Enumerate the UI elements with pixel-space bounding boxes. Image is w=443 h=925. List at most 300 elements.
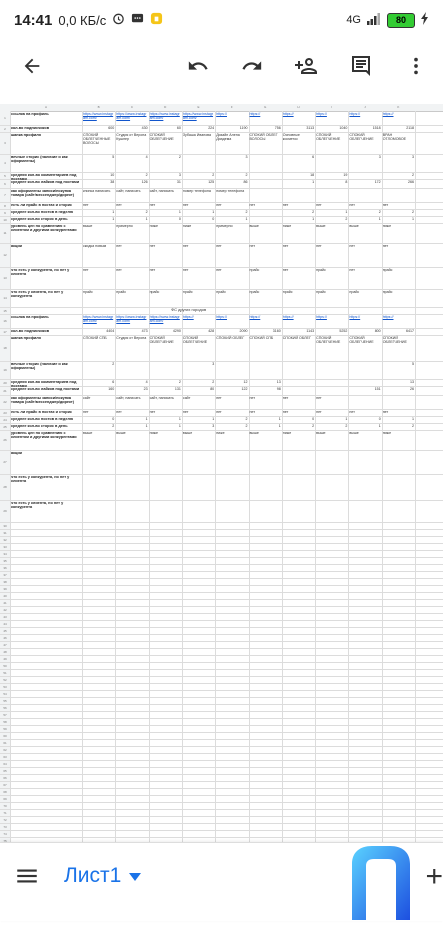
data-cell[interactable]: 3: [212, 362, 215, 366]
row-label-cell[interactable]: есть ли прайс в постах и сторис: [11, 203, 73, 207]
row-number[interactable]: 49: [3, 656, 7, 661]
data-cell[interactable]: выше: [316, 431, 326, 435]
data-cell[interactable]: нет: [182, 203, 189, 207]
data-cell[interactable]: 3: [178, 173, 181, 177]
data-cell[interactable]: [383, 189, 414, 202]
data-cell[interactable]: прайс: [282, 290, 293, 294]
data-cell[interactable]: 18: [310, 173, 315, 177]
row-label-cell[interactable]: кол-во подписчиков: [11, 126, 50, 130]
data-cell[interactable]: прайс: [382, 268, 393, 272]
data-cell[interactable]: 2: [245, 210, 248, 214]
row-number[interactable]: 13: [3, 276, 7, 280]
data-cell[interactable]: СПОКИЙ ОБЛЕГЧЕНИЕ: [316, 133, 341, 141]
data-cell[interactable]: https://: [282, 112, 294, 116]
row-number[interactable]: 68: [3, 789, 7, 794]
data-cell[interactable]: [283, 189, 314, 202]
row-number[interactable]: 9: [4, 210, 6, 215]
data-cell[interactable]: прайс: [149, 290, 160, 294]
row-label-cell[interactable]: среднее кол-во сторис в день: [11, 424, 68, 428]
data-cell[interactable]: 12: [243, 380, 248, 384]
data-cell[interactable]: нет: [116, 268, 122, 272]
section-title-cell[interactable]: ФС других городов: [171, 307, 207, 312]
data-cell[interactable]: ВРАН ОТЛОМОВОЕ: [382, 133, 407, 141]
data-cell[interactable]: 3160: [272, 329, 281, 333]
data-cell[interactable]: прайс: [316, 290, 326, 294]
row-number[interactable]: 65: [3, 768, 7, 773]
data-cell[interactable]: 3: [411, 155, 414, 159]
data-cell[interactable]: СПОКИЙ ОБЛЕГЧЕНИЕ: [316, 336, 341, 344]
data-cell[interactable]: [250, 173, 281, 179]
data-cell[interactable]: 31: [176, 180, 181, 184]
data-cell[interactable]: прайс: [316, 268, 326, 272]
row-number[interactable]: 55: [3, 698, 7, 703]
data-cell[interactable]: 0: [378, 417, 381, 421]
row-number[interactable]: 8: [4, 203, 6, 208]
row-number[interactable]: 20: [3, 380, 7, 385]
row-label-cell[interactable]: уровень цен по сравнению с клиентом и другими конкурентами: [11, 431, 77, 439]
row-number[interactable]: 39: [3, 586, 7, 591]
row-number[interactable]: 57: [3, 712, 7, 717]
row-number[interactable]: 73: [3, 824, 7, 829]
data-cell[interactable]: ниже: [382, 431, 392, 435]
data-cell[interactable]: 8: [345, 180, 348, 184]
column-letter[interactable]: J: [364, 105, 366, 109]
row-label-cell[interactable]: ссылка на профиль: [11, 315, 49, 319]
row-label-cell[interactable]: что есть у клиента, но нет у конкурента: [11, 501, 64, 509]
data-cell[interactable]: нет: [149, 203, 156, 207]
data-cell[interactable]: нет: [282, 268, 289, 272]
column-letter[interactable]: C: [130, 105, 134, 109]
data-cell[interactable]: 19: [343, 173, 348, 177]
data-cell[interactable]: 2: [345, 217, 348, 221]
data-cell[interactable]: ниже: [216, 431, 225, 435]
row-number[interactable]: 32: [3, 537, 7, 542]
data-cell[interactable]: https://: [349, 315, 361, 319]
data-cell[interactable]: прайс: [182, 290, 193, 294]
column-letter[interactable]: I: [331, 105, 333, 109]
data-cell[interactable]: СПОКИЙ ОБЛЕГЧЕНИЕ: [182, 336, 208, 344]
data-cell[interactable]: нет: [216, 268, 222, 272]
row-number[interactable]: 58: [3, 719, 7, 724]
data-cell[interactable]: https://: [282, 315, 294, 319]
row-number[interactable]: 62: [3, 747, 7, 752]
data-cell[interactable]: нет: [149, 244, 156, 248]
data-cell[interactable]: [316, 362, 347, 379]
row-number[interactable]: 75: [3, 838, 7, 843]
data-cell[interactable]: нет: [216, 203, 222, 207]
row-number[interactable]: 30: [3, 523, 7, 528]
data-cell[interactable]: 160: [108, 387, 115, 391]
row-label-cell[interactable]: шапка профиля: [11, 133, 41, 137]
row-number[interactable]: 43: [3, 614, 7, 619]
data-cell[interactable]: нет: [216, 410, 222, 414]
data-cell[interactable]: [316, 380, 347, 386]
row-number[interactable]: 46: [3, 635, 7, 640]
data-cell[interactable]: 10: [110, 173, 115, 177]
data-cell[interactable]: нет: [216, 396, 222, 400]
row-number[interactable]: 42: [3, 607, 7, 612]
row-number[interactable]: 50: [3, 663, 7, 668]
data-cell[interactable]: сайт, написать: [149, 396, 174, 400]
data-cell[interactable]: https://: [316, 112, 327, 116]
row-number[interactable]: 59: [3, 726, 7, 731]
data-cell[interactable]: нет: [116, 203, 122, 207]
row-label-cell[interactable]: что есть у конкурента, но нет у клиента: [11, 268, 70, 276]
share-button[interactable]: [286, 44, 326, 92]
data-cell[interactable]: Студия от Верона: [116, 336, 147, 340]
data-cell[interactable]: 5252: [339, 329, 348, 333]
row-number[interactable]: 74: [3, 831, 7, 836]
data-cell[interactable]: https://: [216, 315, 227, 319]
data-cell[interactable]: 430: [141, 126, 148, 130]
data-cell[interactable]: сайт: [182, 396, 191, 400]
data-cell[interactable]: ниже: [282, 431, 292, 435]
data-cell[interactable]: 3113: [306, 126, 315, 130]
data-cell[interactable]: https://: [382, 112, 394, 116]
data-cell[interactable]: нет: [216, 244, 222, 248]
data-cell[interactable]: нет: [382, 244, 389, 248]
data-cell[interactable]: СПОКИЙ ОБЛЕГ: [282, 336, 311, 340]
row-number[interactable]: 28: [3, 485, 7, 489]
row-number[interactable]: 19: [3, 368, 7, 372]
row-number[interactable]: 31: [3, 530, 7, 535]
row-number[interactable]: 67: [3, 782, 7, 787]
data-cell[interactable]: ниже: [149, 224, 158, 228]
row-number[interactable]: 53: [3, 684, 7, 689]
data-cell[interactable]: Студия от Верона Кушнер: [116, 133, 147, 141]
data-cell[interactable]: нет: [83, 203, 89, 207]
row-number[interactable]: 16: [3, 319, 7, 323]
row-number[interactable]: 2: [4, 126, 6, 131]
row-label-cell[interactable]: вечные сторис (наличие и как оформлены): [11, 362, 68, 370]
data-cell[interactable]: 6417: [405, 329, 414, 333]
back-button[interactable]: [12, 44, 52, 92]
row-number[interactable]: 63: [3, 754, 7, 759]
data-cell[interactable]: https://: [349, 112, 361, 116]
data-cell[interactable]: 1: [278, 424, 281, 428]
row-number[interactable]: 61: [3, 740, 7, 745]
redo-button[interactable]: [232, 44, 272, 92]
row-number[interactable]: 7: [4, 193, 6, 197]
data-cell[interactable]: 6: [112, 380, 115, 384]
data-cell[interactable]: выше: [83, 431, 93, 435]
data-cell[interactable]: 1: [145, 424, 148, 428]
data-cell[interactable]: выше: [316, 224, 326, 228]
data-cell[interactable]: 600: [108, 126, 115, 130]
data-cell[interactable]: 2: [212, 173, 215, 177]
row-number[interactable]: 25: [3, 424, 7, 429]
data-cell[interactable]: 2: [112, 362, 115, 366]
data-cell[interactable]: сайт, написать: [116, 189, 141, 193]
data-cell[interactable]: 13: [276, 380, 281, 384]
data-cell[interactable]: сайт: [83, 396, 91, 400]
data-cell[interactable]: 1: [178, 210, 181, 214]
data-cell[interactable]: нет: [149, 268, 156, 272]
data-cell[interactable]: 5: [112, 155, 115, 159]
tab-sheet1[interactable]: [64, 861, 141, 891]
data-cell[interactable]: 2: [411, 424, 414, 428]
data-cell[interactable]: выше: [116, 431, 126, 435]
data-cell[interactable]: 4: [145, 380, 148, 384]
row-number[interactable]: 47: [3, 642, 7, 647]
data-cell[interactable]: 1: [178, 417, 181, 421]
row-label-cell[interactable]: ссылка на профиль: [11, 112, 49, 116]
data-cell[interactable]: нет: [182, 268, 189, 272]
row-number[interactable]: 48: [3, 649, 7, 654]
data-cell[interactable]: нет: [316, 396, 322, 400]
data-cell[interactable]: 13: [409, 380, 414, 384]
data-cell[interactable]: прайс: [249, 290, 260, 294]
row-number[interactable]: 22: [3, 400, 7, 404]
column-letter[interactable]: G: [263, 105, 267, 109]
row-label-cell[interactable]: средняя кол-во комментариев под постами: [11, 380, 77, 388]
data-cell[interactable]: СПОКИЙ ОБЛЕГ: [216, 336, 245, 340]
data-cell[interactable]: нет: [382, 410, 389, 414]
row-number[interactable]: 29: [3, 509, 7, 513]
data-cell[interactable]: 86: [243, 180, 248, 184]
row-number[interactable]: 18: [3, 346, 7, 350]
row-label-cell[interactable]: что есть у конкурента, но нет у клиента: [11, 475, 70, 483]
row-number[interactable]: 10: [3, 217, 7, 222]
data-cell[interactable]: выше: [349, 224, 359, 228]
data-cell[interactable]: https://: [382, 315, 394, 319]
data-cell[interactable]: https://www.instagram.com/: [83, 315, 114, 323]
data-cell[interactable]: СПОКИЙ СПБ: [249, 336, 274, 340]
more-button[interactable]: [396, 44, 436, 92]
column-letter[interactable]: F: [230, 105, 233, 109]
data-cell[interactable]: 1: [178, 424, 181, 428]
row-number[interactable]: 14: [3, 296, 7, 300]
data-cell[interactable]: нет: [316, 203, 322, 207]
data-cell[interactable]: https://www.instagram.com/: [182, 112, 214, 120]
data-cell[interactable]: [316, 189, 347, 202]
data-cell[interactable]: 4290: [172, 329, 181, 333]
data-cell[interactable]: 2: [312, 210, 315, 214]
data-cell[interactable]: https://www.instagram.com/: [116, 112, 147, 120]
row-label-cell[interactable]: есть ли прайс в постах и сторис: [11, 410, 73, 414]
row-label-cell[interactable]: среднее кол-во постов в неделю: [11, 417, 74, 421]
data-cell[interactable]: 125: [208, 180, 215, 184]
data-cell[interactable]: нет: [182, 244, 189, 248]
data-cell[interactable]: 0: [178, 217, 181, 221]
row-label-cell[interactable]: акции: [11, 451, 23, 455]
data-cell[interactable]: 1: [112, 217, 115, 221]
data-cell[interactable]: СПОКИЙ СПБ: [83, 336, 107, 340]
sheets-menu-button[interactable]: [14, 863, 40, 889]
row-number[interactable]: 5: [4, 173, 6, 178]
data-cell[interactable]: нет: [349, 410, 355, 414]
data-cell[interactable]: 2: [245, 424, 248, 428]
row-label-cell[interactable]: что есть у клиента, но нет у конкурента: [11, 290, 64, 298]
row-label-cell[interactable]: средняя кол-во комментариев под постами: [11, 173, 77, 181]
data-cell[interactable]: 1: [212, 210, 215, 214]
data-cell[interactable]: 2: [112, 424, 115, 428]
data-cell[interactable]: 756: [274, 126, 281, 130]
data-cell[interactable]: СПОКИЙ ОБЛЕГЧЕНИЕ: [149, 336, 174, 344]
data-cell[interactable]: 3: [245, 155, 248, 159]
data-cell[interactable]: прайс: [349, 290, 360, 294]
data-cell[interactable]: нет: [182, 410, 189, 414]
row-number[interactable]: 66: [3, 775, 7, 780]
data-cell[interactable]: 60: [176, 126, 181, 130]
row-number[interactable]: 45: [3, 628, 7, 633]
data-cell[interactable]: Зубаша Иванова: [182, 133, 212, 137]
data-cell[interactable]: нет: [282, 396, 289, 400]
data-cell[interactable]: нет: [316, 410, 322, 414]
data-cell[interactable]: [283, 387, 314, 395]
data-cell[interactable]: [349, 396, 380, 409]
data-cell[interactable]: [349, 173, 380, 179]
row-label-cell[interactable]: среднее кол-во лайков под постами: [11, 180, 80, 184]
data-cell[interactable]: скидка новым: [83, 244, 107, 248]
data-cell[interactable]: [116, 362, 147, 379]
data-cell[interactable]: 98: [276, 387, 281, 391]
data-cell[interactable]: 151: [374, 387, 381, 391]
data-cell[interactable]: нет: [316, 244, 322, 248]
data-cell[interactable]: нет: [249, 396, 256, 400]
data-cell[interactable]: Основные косметос: [282, 133, 300, 141]
data-cell[interactable]: СПОКИЙ ОБЛЕГЧЕНИЕ: [349, 336, 374, 344]
data-cell[interactable]: СПОКИЙ ОБЛЕГЧЕННЫЕ ВОЛОСЫ: [83, 133, 111, 145]
row-label-cell[interactable]: среднее кол-во лайков под постами: [11, 387, 80, 391]
data-cell[interactable]: 1: [411, 417, 414, 421]
data-cell[interactable]: примерно: [116, 224, 133, 228]
data-cell[interactable]: номер телефона: [216, 189, 245, 193]
column-letter[interactable]: H: [297, 105, 300, 109]
column-letter[interactable]: D: [164, 105, 167, 109]
data-cell[interactable]: 2118: [406, 126, 414, 130]
data-cell[interactable]: 2: [411, 210, 414, 214]
data-cell[interactable]: https://: [249, 112, 261, 116]
data-cell[interactable]: [216, 362, 247, 379]
data-cell[interactable]: нет: [116, 410, 122, 414]
row-number[interactable]: 40: [3, 593, 7, 598]
row-number[interactable]: 37: [3, 572, 7, 577]
row-number[interactable]: 51: [3, 670, 7, 675]
row-number[interactable]: 44: [3, 621, 7, 626]
row-number[interactable]: 1: [4, 116, 6, 120]
data-cell[interactable]: 80: [210, 387, 215, 391]
data-cell[interactable]: ниже: [282, 224, 292, 228]
data-cell[interactable]: [250, 180, 281, 188]
row-number[interactable]: 64: [3, 761, 7, 766]
data-cell[interactable]: [250, 210, 281, 216]
row-number[interactable]: 24: [3, 417, 7, 422]
data-cell[interactable]: нет: [282, 203, 289, 207]
row-label-cell[interactable]: среднее кол-во сторис в день: [11, 217, 68, 221]
data-cell[interactable]: выше: [349, 431, 359, 435]
data-cell[interactable]: 2: [245, 173, 248, 177]
row-number[interactable]: 21: [3, 388, 7, 393]
data-cell[interactable]: 2: [378, 210, 381, 214]
data-cell[interactable]: [316, 155, 347, 172]
data-cell[interactable]: нет: [149, 410, 156, 414]
row-number[interactable]: 69: [3, 796, 7, 801]
row-number[interactable]: 54: [3, 691, 7, 696]
row-number[interactable]: 36: [3, 565, 7, 570]
row-number[interactable]: 70: [3, 803, 7, 808]
data-cell[interactable]: 1: [378, 424, 381, 428]
row-label-cell[interactable]: уровень цен по сравнению с клиентом и другими конкурентами: [11, 224, 77, 232]
data-cell[interactable]: [383, 396, 414, 409]
row-number[interactable]: 60: [3, 733, 7, 738]
row-label-cell[interactable]: шапка профиля: [11, 336, 41, 340]
data-cell[interactable]: https://: [182, 315, 194, 319]
data-cell[interactable]: ниже: [182, 224, 192, 228]
data-cell[interactable]: СПОКИЙ ОБЛЕГЧЕНИЕ: [349, 133, 374, 141]
data-cell[interactable]: 2: [245, 417, 248, 421]
column-letter[interactable]: B: [97, 105, 100, 109]
data-cell[interactable]: 0: [312, 417, 315, 421]
data-cell[interactable]: выше: [83, 224, 93, 228]
data-cell[interactable]: 1: [112, 210, 115, 214]
data-cell[interactable]: 126: [141, 180, 148, 184]
row-number[interactable]: 52: [3, 677, 7, 682]
row-number[interactable]: 11: [3, 231, 7, 235]
data-cell[interactable]: 1: [278, 417, 281, 421]
data-cell[interactable]: нет: [349, 244, 355, 248]
row-number[interactable]: 34: [3, 551, 7, 556]
data-cell[interactable]: [250, 155, 281, 172]
data-cell[interactable]: [183, 155, 214, 172]
data-cell[interactable]: [283, 380, 314, 386]
row-number[interactable]: 56: [3, 705, 7, 710]
data-cell[interactable]: выше: [249, 224, 259, 228]
data-cell[interactable]: ниже: [149, 431, 158, 435]
data-cell[interactable]: 428: [208, 329, 215, 333]
spreadsheet-grid[interactable]: [0, 104, 443, 842]
data-cell[interactable]: 2: [312, 424, 315, 428]
data-cell[interactable]: Дизайн Алена Диадема: [216, 133, 240, 141]
data-cell[interactable]: 131: [174, 387, 181, 391]
row-label-cell[interactable]: среднее кол-во постов в неделю: [11, 210, 74, 214]
row-number[interactable]: 6: [4, 181, 6, 186]
data-cell[interactable]: 5: [411, 362, 414, 366]
data-cell[interactable]: 3: [212, 424, 215, 428]
data-cell[interactable]: выше: [182, 431, 193, 435]
data-cell[interactable]: нет: [249, 410, 256, 414]
data-cell[interactable]: [150, 362, 181, 379]
row-number[interactable]: 27: [3, 460, 7, 464]
row-number[interactable]: 4: [4, 161, 6, 165]
row-number[interactable]: 38: [3, 579, 7, 584]
row-number[interactable]: 12: [3, 253, 7, 257]
row-label-cell[interactable]: акции: [11, 244, 23, 248]
data-cell[interactable]: https://www.instagram.com/: [116, 315, 147, 323]
data-cell[interactable]: 23: [143, 387, 148, 391]
data-cell[interactable]: нет: [249, 244, 256, 248]
data-cell[interactable]: нет: [83, 268, 89, 272]
data-cell[interactable]: 2: [178, 380, 181, 384]
row-number[interactable]: 35: [3, 558, 7, 563]
data-cell[interactable]: https://: [216, 112, 227, 116]
data-cell[interactable]: 2: [145, 210, 148, 214]
data-cell[interactable]: 1: [145, 417, 148, 421]
data-cell[interactable]: 4404: [106, 329, 115, 333]
data-cell[interactable]: https://www.instagram.com/: [149, 112, 180, 120]
data-cell[interactable]: https://www.instagram.com/: [83, 112, 114, 120]
data-cell[interactable]: 800: [374, 329, 381, 333]
data-cell[interactable]: [250, 189, 281, 202]
data-cell[interactable]: нет: [349, 203, 355, 207]
data-cell[interactable]: 1: [345, 210, 348, 214]
row-number[interactable]: 3: [4, 141, 6, 145]
data-cell[interactable]: https://: [316, 315, 327, 319]
data-cell[interactable]: 4: [145, 155, 148, 159]
data-cell[interactable]: 3: [378, 155, 381, 159]
data-cell[interactable]: СПОКИЙ ОБЛЕГ ВОЛОСЫ: [249, 133, 278, 141]
row-number[interactable]: 15: [3, 308, 7, 313]
